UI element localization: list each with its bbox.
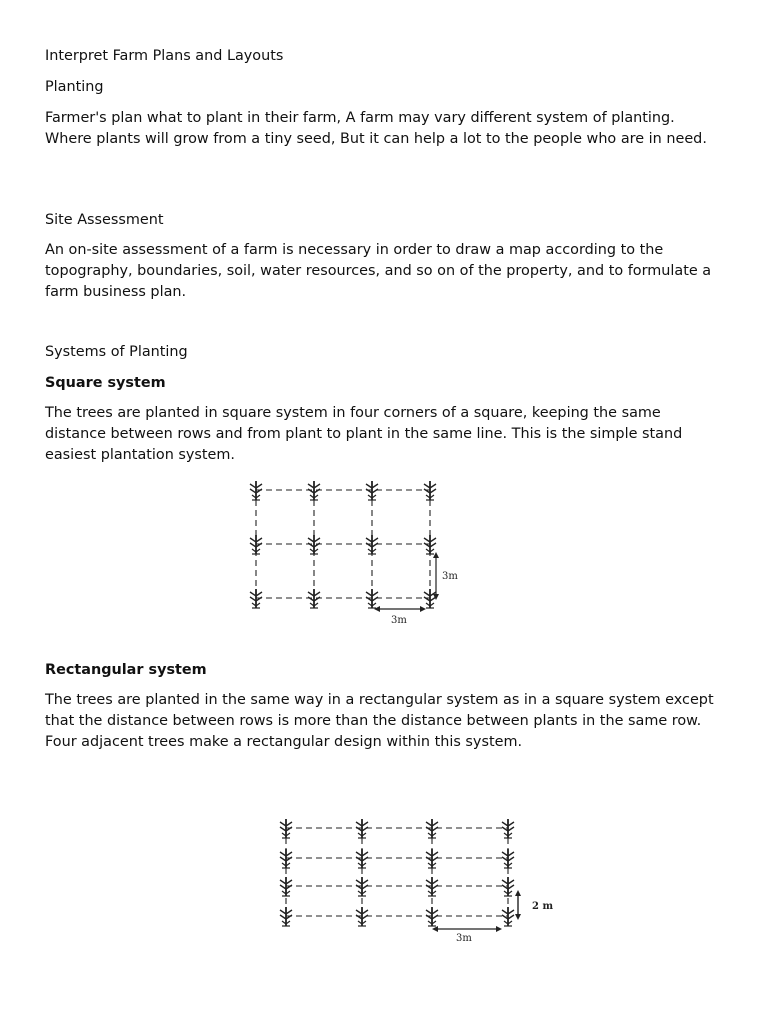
rectangular-system-heading: Rectangular system [45,662,207,678]
rect-col-arrow-left [432,926,438,932]
rect-row-arrow-up [515,890,521,896]
square-tree-icon [424,589,436,608]
rectangular-tree-icon [502,849,514,868]
rectangular-tree-icon [356,849,368,868]
square-tree-icon [366,589,378,608]
square-grid-lines [256,490,430,598]
square-tree-icon [424,535,436,554]
square-tree-icon [250,589,262,608]
planting-heading: Planting [45,79,104,95]
rectangular-tree-icon [356,907,368,926]
rectangular-tree-icon [280,877,292,896]
rectangular-tree-icon [356,819,368,838]
square-tree-icon [250,481,262,500]
square-system-paragraph: The trees are planted in square system in four corners of a square, keeping the same distance between rows and from plant to plant in the same line. This is the simple stand easiest plantation system. [45,405,683,463]
rectangular-tree-icon [426,819,438,838]
square-col-arrow-right [420,606,426,612]
document-title: Interpret Farm Plans and Layouts [45,48,284,64]
rectangular-system-diagram [268,808,578,968]
rectangular-tree-icon [280,907,292,926]
systems-heading: Systems of Planting [45,344,188,360]
square-row-dimension [433,552,458,600]
site-assessment-heading: Site Assessment [45,212,164,228]
square-col-dimension [374,606,426,626]
square-system-diagram [238,472,468,630]
square-row-arrow-up [433,552,439,558]
square-tree-icon [308,481,320,500]
rectangular-tree-icon [356,877,368,896]
planting-paragraph: Farmer's plan what to plant in their farm, A farm may vary different system of planting. Where plants will grow from a tiny seed, But it can help a lot to the people who are in need. [45,110,707,147]
rectangular-trees [280,819,514,926]
rectangular-tree-icon [426,877,438,896]
rectangular-system-paragraph: The trees are planted in the same way in a rectangular system as in a square system except that the distance between rows is more than the distance between plants in the same row. Four adjacent trees make a rectangular design within this system. [45,692,714,750]
square-col-label: 3m [391,615,407,626]
rectangular-row-dimension [515,890,553,920]
square-tree-icon [308,535,320,554]
square-row-label: 3m [442,571,458,582]
rectangular-tree-icon [426,849,438,868]
rect-col-label: 3m [456,933,472,944]
rectangular-tree-icon [502,877,514,896]
rectangular-tree-icon [280,819,292,838]
square-tree-icon [250,535,262,554]
rectangular-tree-icon [280,849,292,868]
square-tree-icon [308,589,320,608]
square-tree-icon [424,481,436,500]
square-system-svg [238,472,468,630]
rectangular-tree-icon [426,907,438,926]
square-col-arrow-left [374,606,380,612]
rectangular-system-svg [268,808,578,968]
rectangular-col-dimension [432,926,502,944]
rectangular-tree-icon [502,819,514,838]
square-tree-icon [366,535,378,554]
rect-row-label: 2 m [532,901,554,912]
rectangular-tree-icon [502,907,514,926]
rect-row-arrow-down [515,914,521,920]
site-assessment-paragraph: An on-site assessment of a farm is necessary in order to draw a map according to the topography, boundaries, soil, water resources, and so on of the property, and to formulate a farm business plan. [45,242,712,300]
rectangular-grid-lines [286,828,508,916]
square-system-heading: Square system [45,375,166,391]
rect-col-arrow-right [496,926,502,932]
square-tree-icon [366,481,378,500]
